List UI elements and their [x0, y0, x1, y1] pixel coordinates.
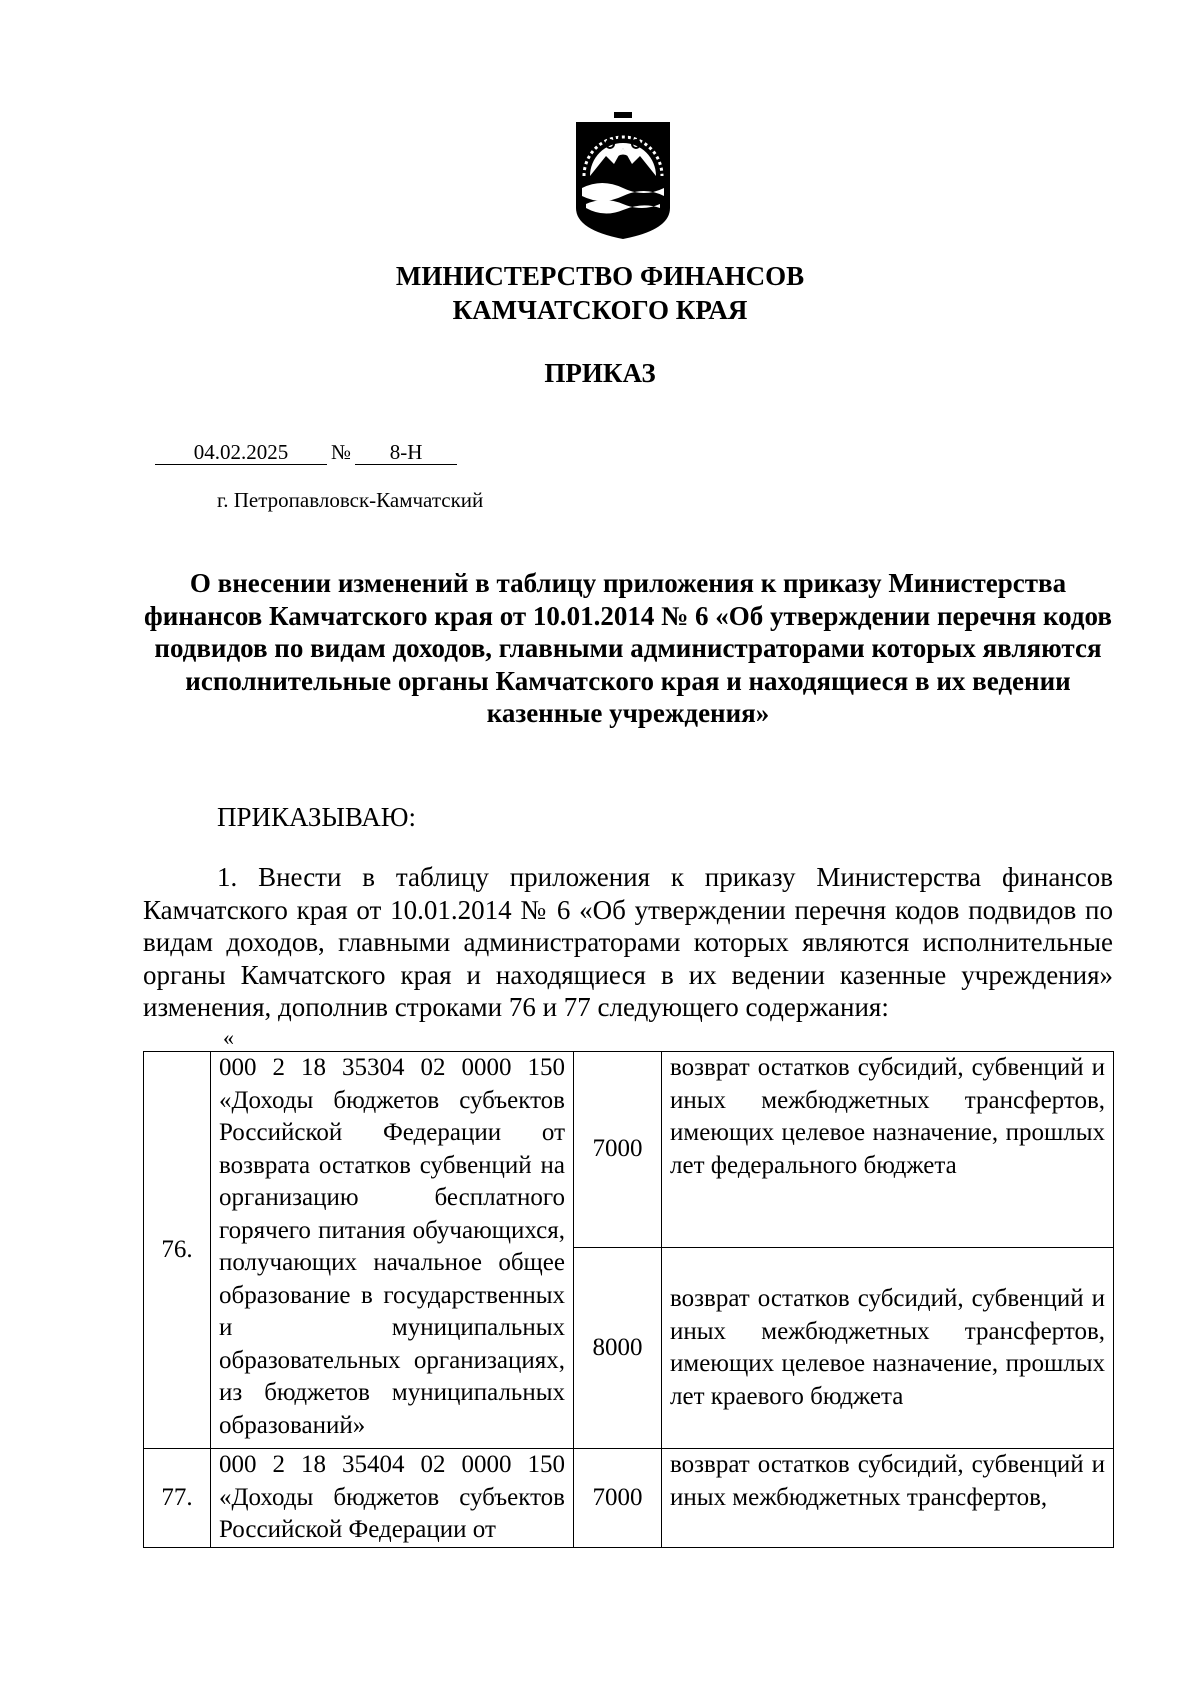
- number-sign: №: [331, 440, 352, 464]
- subcode: 7000: [574, 1449, 662, 1548]
- subcode: 7000: [574, 1052, 662, 1248]
- ministry-name-line2: КАМЧАТСКОГО КРАЯ: [452, 295, 748, 325]
- order-date: 04.02.2025: [155, 440, 327, 465]
- order-number: 8-Н: [355, 440, 457, 465]
- paragraph-1: 1. Внести в таблицу приложения к приказу Министерства финансов Камчатского края от 10.01.2014 № 6 «Об утверждении перечня кодов подвидов по видам доходов, главными администраторами которых являются исполнительные органы Камчатского края и находящиеся в их ведении казенные учреждения» изменения, дополнив строками 76 и 77 следующего содержания:: [143, 862, 1113, 1022]
- date-number-line: [155, 439, 457, 465]
- subcode: 8000: [574, 1248, 662, 1449]
- income-code-description: 000 2 18 35304 02 0000 150 «Доходы бюджетов субъектов Российской Федерации от возврата остатков субвенций на организацию бесплатного горячего питания обучающихся, получающих начальное общее образование в государственных и муниципальных образовательных организациях, из бюджетов муниципальных образований»: [211, 1052, 574, 1449]
- coat-of-arms-icon: [572, 112, 674, 240]
- city-name: г. Петропавловск-Камчатский: [217, 488, 484, 512]
- table-row: [144, 1052, 1114, 1248]
- subcode-description: возврат остатков субсидий, субвенций и иных межбюджетных трансфертов, имеющих целевое назначение, прошлых лет федерального бюджета: [662, 1052, 1114, 1248]
- ministry-name-line1: МИНИСТЕРСТВО ФИНАНСОВ: [395, 261, 805, 291]
- orders-word: ПРИКАЗЫВАЮ:: [217, 802, 416, 832]
- income-codes-table: [143, 1051, 1114, 1548]
- table-row: [144, 1449, 1114, 1548]
- subcode-description: возврат остатков субсидий, субвенций и иных межбюджетных трансфертов, имеющих целевое назначение, прошлых лет краевого бюджета: [662, 1248, 1114, 1449]
- income-code-description: 000 2 18 35404 02 0000 150 «Доходы бюджетов субъектов Российской Федерации от: [211, 1449, 574, 1548]
- document-title: О внесении изменений в таблицу приложения к приказу Министерства финансов Камчатского края от 10.01.2014 № 6 «Об утверждении перечня кодов подвидов по видам доходов, главными администраторами которых являются исполнительные органы Камчатского края и находящиеся в их ведении казенные учреждения»: [144, 568, 1112, 729]
- subcode-description: возврат остатков субсидий, субвенций и иных межбюджетных трансфертов,: [662, 1449, 1114, 1548]
- row-number: 77.: [144, 1449, 211, 1548]
- row-number: 76.: [144, 1052, 211, 1449]
- opening-quote: «: [223, 1025, 234, 1050]
- document-type: ПРИКАЗ: [544, 358, 656, 388]
